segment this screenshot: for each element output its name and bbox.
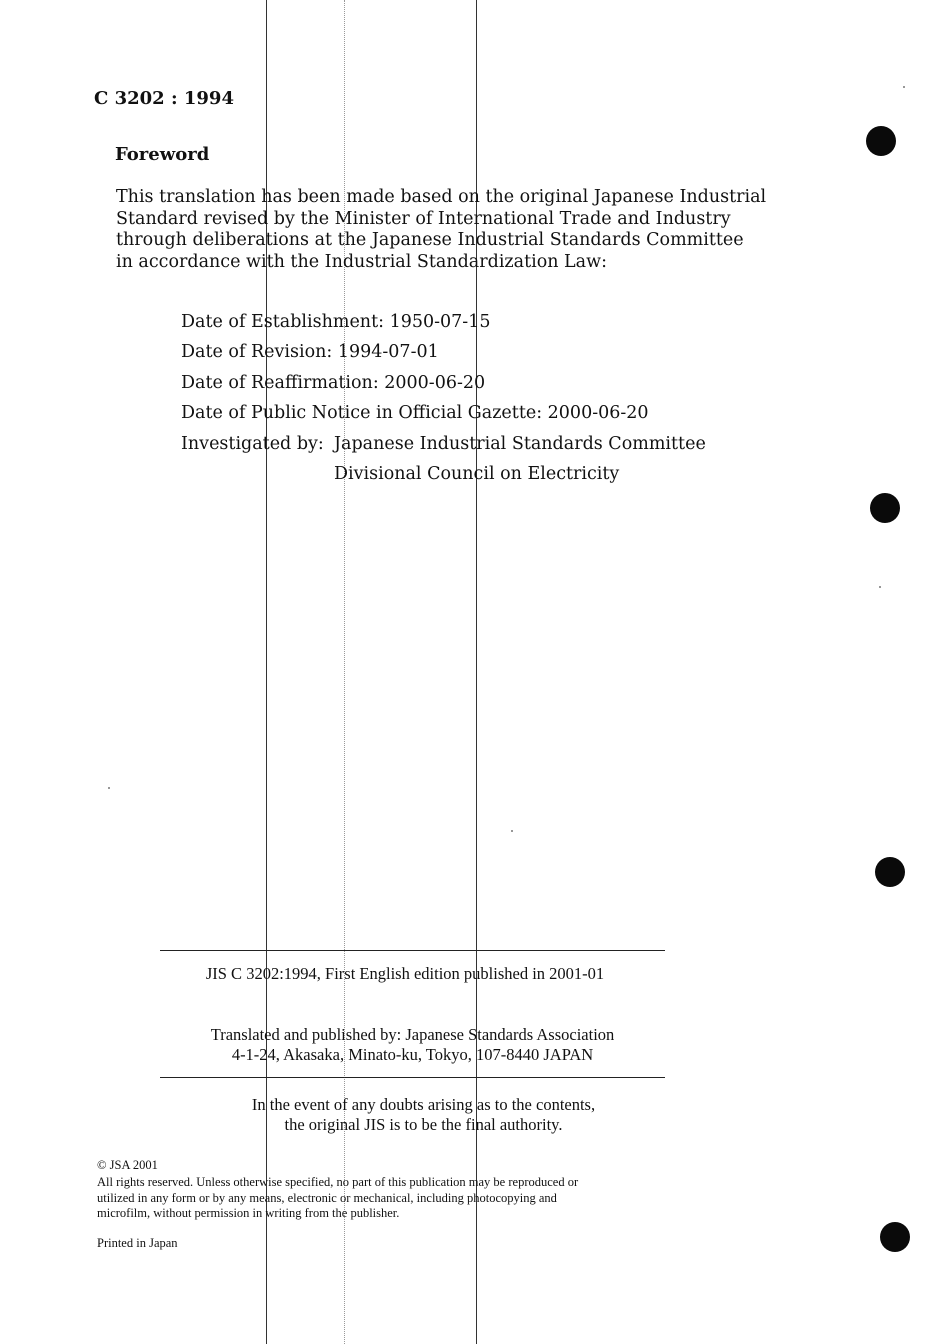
date-reaffirmation: Date of Reaffirmation: 2000-06-20 <box>181 373 486 393</box>
authority-line: the original JIS is to be the final authority. <box>284 1115 563 1134</box>
foreword-heading: Foreword <box>115 144 210 165</box>
date-revision: Date of Revision: 1994-07-01 <box>181 342 439 362</box>
scan-speck <box>511 830 513 832</box>
scan-speck <box>108 787 110 789</box>
investigated-by-label: Investigated by: <box>181 434 324 454</box>
edition-info: JIS C 3202:1994, First English edition published in 2001-01 <box>205 964 605 983</box>
footer-rule-bottom <box>160 1077 665 1078</box>
punch-hole-upper-middle <box>870 493 900 523</box>
foreword-line: This translation has been made based on the original Japanese Industrial <box>116 187 767 207</box>
scan-speck <box>903 86 905 88</box>
punch-hole-bottom <box>880 1222 910 1252</box>
printed-in: Printed in Japan <box>97 1236 178 1250</box>
scan-speck <box>879 586 881 588</box>
foreword-line: in accordance with the Industrial Standardization Law: <box>116 251 607 272</box>
punch-hole-top <box>866 126 896 156</box>
date-establishment: Date of Establishment: 1950-07-15 <box>181 312 491 332</box>
authority-line: In the event of any doubts arising as to the contents, <box>251 1095 596 1114</box>
copyright-notice: © JSA 2001 <box>97 1158 158 1172</box>
foreword-paragraph <box>116 187 767 273</box>
standard-code: C 3202 : 1994 <box>94 88 234 109</box>
rights-statement <box>97 1175 737 1222</box>
publisher-address: 4-1-24, Akasaka, Minato-ku, Tokyo, 107-8440 JAPAN <box>231 1045 594 1064</box>
investigated-by-committee: Japanese Industrial Standards Committee <box>334 434 706 454</box>
rights-line: utilized in any form or by any means, electronic or mechanical, including photocopying and <box>97 1190 557 1205</box>
foreword-line: through deliberations at the Japanese Industrial Standards Committee <box>116 230 744 250</box>
publisher-line: Translated and published by: Japanese Standards Association <box>210 1025 615 1044</box>
rights-line: All rights reserved. Unless otherwise specified, no part of this publication may be reproduced or <box>97 1175 579 1189</box>
foreword-line: Standard revised by the Minister of International Trade and Industry <box>116 208 731 229</box>
date-public-notice: Date of Public Notice in Official Gazette: 2000-06-20 <box>181 403 649 423</box>
investigated-by-council: Divisional Council on Electricity <box>334 464 620 484</box>
rights-line: microfilm, without permission in writing from the publisher. <box>97 1206 400 1220</box>
footer-rule-top <box>160 950 665 951</box>
punch-hole-lower-middle <box>875 857 905 887</box>
